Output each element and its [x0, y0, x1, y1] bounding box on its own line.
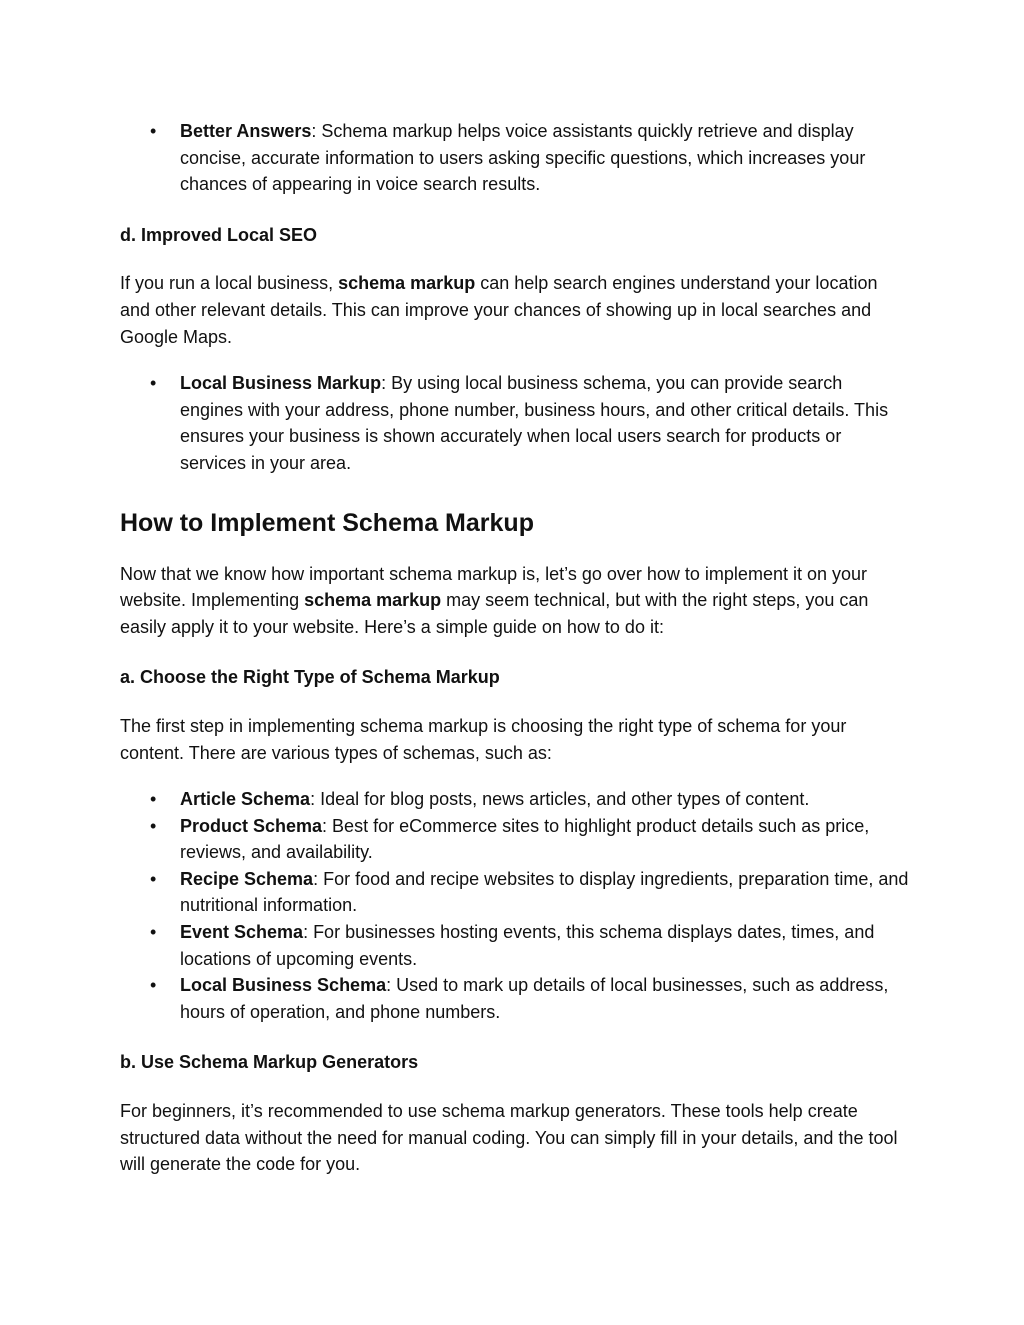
list-item	[120, 786, 910, 813]
paragraph-text: may seem technical, but with the right steps, you can easily apply it to your website. Here’s a simple guide on how to do it:	[120, 590, 869, 637]
paragraph-bold: schema markup	[304, 590, 442, 611]
bullet-text: : Schema markup helps voice assistants quickly retrieve and display concise, accurate information to users asking specific questions, which increases your chances of appearing in voice search results.	[180, 121, 866, 195]
paragraph-bold: schema markup	[338, 273, 476, 294]
bullet-label: Recipe Schema	[180, 868, 314, 889]
paragraph-schema-types: The first step in implementing schema markup is choosing the right type of schema for your content. There are various types of schemas, such as:	[120, 715, 847, 763]
bullet-label: Product Schema	[180, 815, 323, 836]
section-heading-b: b. Use Schema Markup Generators	[120, 1052, 419, 1073]
bullet-text: : Used to mark up details of local businesses, such as address, hours of operation, and phone numbers.	[180, 975, 889, 1022]
bullet-label: Local Business Markup	[180, 373, 382, 394]
bullet-text: : By using local business schema, you can provide search engines with your address, phone number, business hours, and other critical details. This ensures your business is shown accurately when local users search for products or services in your area.	[180, 373, 889, 473]
document-page	[120, 118, 910, 1178]
bullet-list-voice	[120, 118, 910, 198]
main-heading: How to Implement Schema Markup	[120, 508, 534, 537]
list-item	[120, 813, 910, 866]
bullet-label: Better Answers	[180, 121, 312, 141]
paragraph-implement	[120, 561, 910, 641]
paragraph-text: Now that we know how important schema markup is, let’s go over how to implement it on your website. Implementing	[120, 563, 867, 611]
paragraph-text: can help search engines understand your location and other relevant details. This can improve your chances of showing up in local searches and Google Maps.	[120, 273, 878, 347]
bullet-text: : For food and recipe websites to display ingredients, preparation time, and nutritional information.	[180, 868, 909, 916]
section-heading-d: d. Improved Local SEO	[120, 224, 318, 245]
bullet-label: Local Business Schema	[180, 975, 387, 996]
list-item	[120, 370, 910, 476]
bullet-text: : Best for eCommerce sites to highlight product details such as price, reviews, and availability.	[180, 815, 870, 863]
paragraph-text: If you run a local business,	[120, 273, 339, 294]
bullet-list-schema-types	[120, 786, 910, 1025]
bullet-text: : Ideal for blog posts, news articles, and other types of content.	[310, 789, 810, 810]
list-item	[120, 919, 910, 972]
bullet-list-local	[120, 370, 910, 476]
section-heading-a: a. Choose the Right Type of Schema Markup	[120, 667, 500, 688]
list-item	[120, 972, 910, 1025]
paragraph-local-seo	[120, 270, 910, 350]
list-item	[120, 866, 910, 919]
bullet-text: : For businesses hosting events, this schema displays dates, times, and locations of upcoming events.	[180, 922, 875, 969]
list-item	[120, 118, 910, 198]
paragraph-generators: For beginners, it’s recommended to use schema markup generators. These tools help create structured data without the need for manual coding. You can simply fill in your details, and the tool will generate the code for you.	[120, 1101, 898, 1175]
bullet-label: Article Schema	[180, 789, 311, 810]
bullet-label: Event Schema	[180, 922, 304, 943]
